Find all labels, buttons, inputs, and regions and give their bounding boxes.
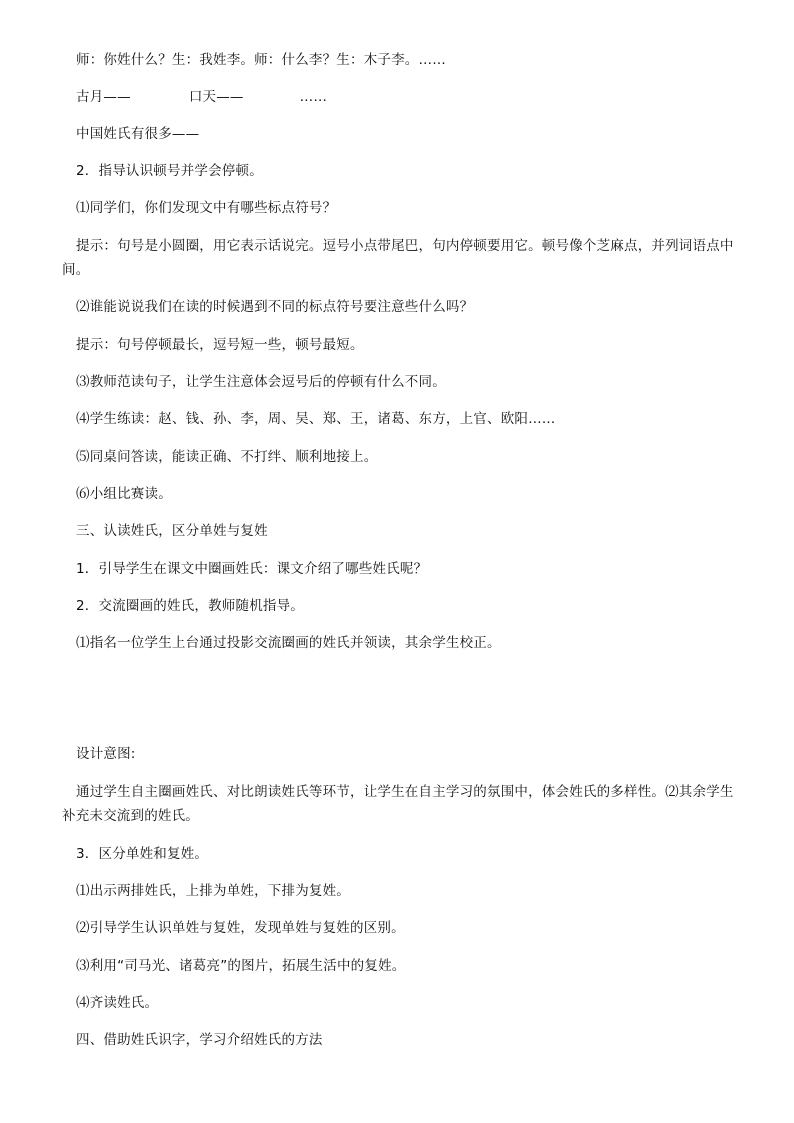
example-ellipsis: …… (299, 89, 328, 105)
paragraph-line: ⑶利用“司马光、诸葛亮”的图片，拓展生活中的复姓。 (76, 958, 406, 974)
paragraph-line: ⑷齐读姓氏。 (76, 995, 159, 1011)
paragraph-line: ⑸同桌问答读，能读正确、不打绊、顺利地接上。 (76, 449, 378, 465)
section-step-heading: 1．引导学生在课文中圈画姓氏：课文介绍了哪些姓氏呢？ (76, 561, 428, 577)
design-intent-paragraph-line1: 通过学生自主圈画姓氏、对比朗读姓氏等环节，让学生在自主学习的氛围中，体会姓氏的多样性。⑵其余学生 (76, 784, 734, 800)
paragraph-line: ⑵引导学生认识单姓与复姓，发现单姓与复姓的区别。 (76, 920, 405, 936)
dialogue-line: 师：你姓什么？生：我姓李。师：什么李？生：木子李。…… (76, 52, 446, 68)
hint-paragraph-line1: 提示：句号是小圆圈，用它表示话说完。逗号小点带尾巴，句内停顿要用它。顿号像个芝麻点，并列词语点中 (76, 238, 734, 254)
paragraph-line: ⑶教师范读句子，让学生注意体会逗号后的停顿有什么不同。 (76, 374, 446, 390)
paragraph-line: ⑴同学们，你们发现文中有哪些标点符号？ (76, 200, 337, 216)
example-guyue: 古月—— (76, 89, 131, 105)
paragraph-line: ⑴指名一位学生上台通过投影交流圈画的姓氏并领读，其余学生校正。 (76, 635, 501, 651)
section-heading: 四、借助姓氏识字，学习介绍姓氏的方法 (76, 1032, 323, 1048)
section-step-heading: 2．指导认识顿号并学会停顿。 (76, 163, 263, 179)
paragraph-line: ⑷学生练读：赵、钱、孙、李，周、吴、郑、王，诸葛、东方，上官、欧阳…… (76, 411, 556, 427)
paragraph-line: ⑴出示两排姓氏，上排为单姓，下排为复姓。 (76, 883, 350, 899)
section-step-heading: 3．区分单姓和复姓。 (76, 846, 209, 862)
paragraph-line: 中国姓氏有很多—— (76, 126, 200, 142)
design-intent-paragraph-line2: 补充未交流到的姓氏。 (62, 808, 199, 824)
hint-paragraph: 提示：句号停顿最长，逗号短一些，顿号最短。 (76, 337, 364, 353)
section-step-heading: 2．交流圈画的姓氏，教师随机指导。 (76, 598, 304, 614)
paragraph-line: ⑹小组比赛读。 (76, 486, 172, 502)
section-heading: 三、认读姓氏，区分单姓与复姓 (76, 523, 268, 539)
surname-examples-line (76, 88, 327, 106)
example-koutian: 口天—— (188, 89, 244, 105)
design-intent-label: 设计意图: (76, 746, 136, 762)
hint-paragraph-line2: 间。 (62, 262, 90, 278)
paragraph-line: ⑵谁能说说我们在读的时候遇到不同的标点符号要注意些什么吗？ (76, 299, 474, 315)
